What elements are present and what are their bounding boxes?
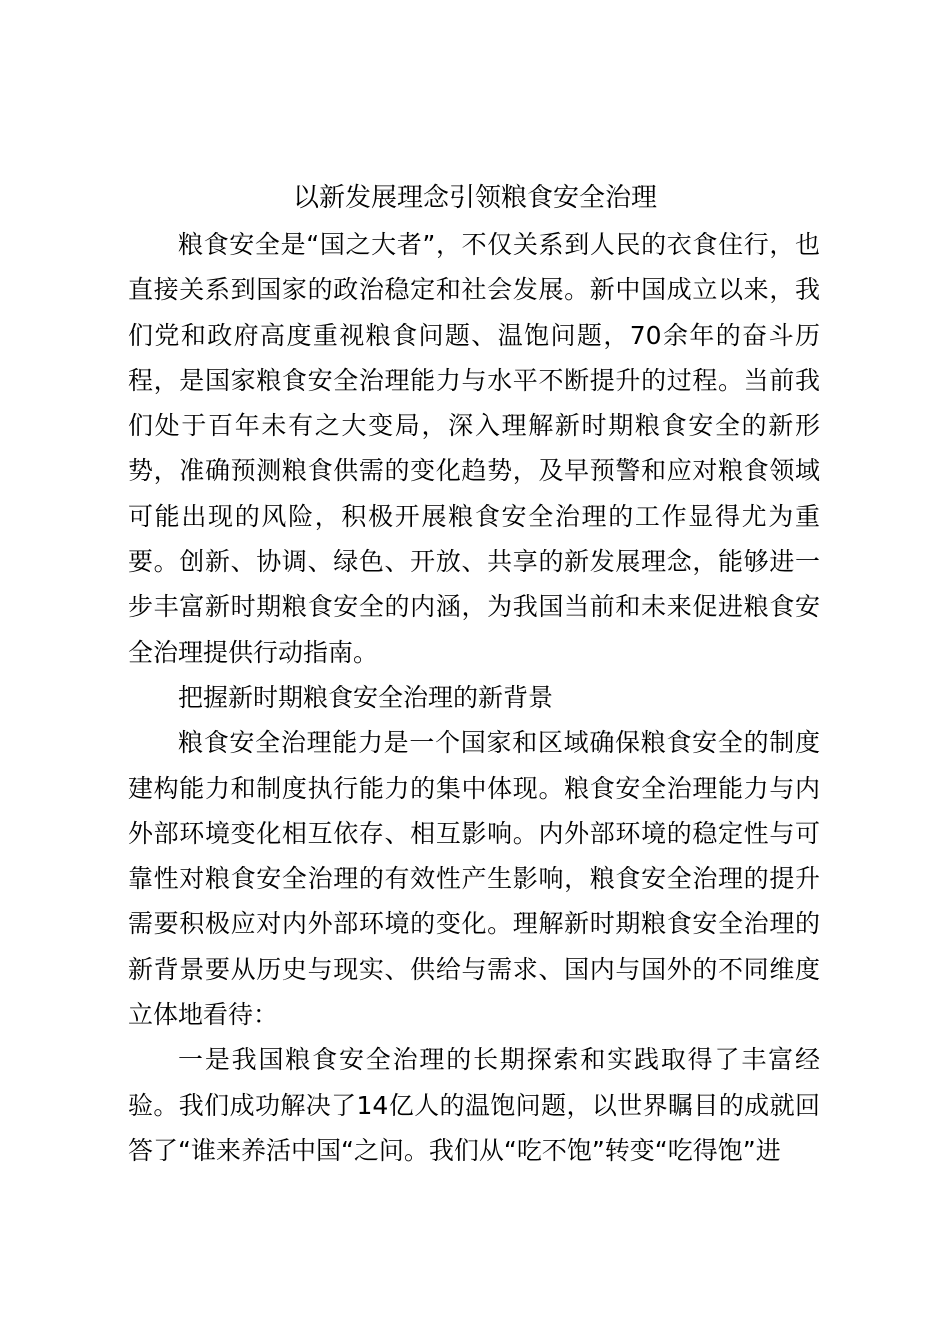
document-body <box>128 222 820 1173</box>
paragraph-intro: 粮食安全是“国之大者”，不仅关系到人民的衣食住行，也直接关系到国家的政治稳定和社会发展。新中国成立以来，我们党和政府高度重视粮食问题、温饱问题，70余年的奋斗历程，是国家粮食安全治理能力与水平不断提升的过程。当前我们处于百年未有之大变局，深入理解新时期粮食安全的新形势，准确预测粮食供需的变化趋势，及早预警和应对粮食领域可能出现的风险，积极开展粮食安全治理的工作显得尤为重要。创新、协调、绿色、开放、共享的新发展理念，能够进一步丰富新时期粮食安全的内涵，为我国当前和未来促进粮食安全治理提供行动指南。 <box>128 230 820 667</box>
paragraph-point-one: 一是我国粮食安全治理的长期探索和实践取得了丰富经验。我们成功解决了14亿人的温饱问题，以世界瞩目的成就回答了“谁来养活中国“之问。我们从“吃不饱”转变“吃得饱”进 <box>128 1045 820 1165</box>
document-title: 以新发展理念引领粮食安全治理 <box>292 183 657 213</box>
section-heading: 把握新时期粮食安全治理的新背景 <box>178 682 554 712</box>
paragraph-background: 粮食安全治理能力是一个国家和区域确保粮食安全的制度建构能力和制度执行能力的集中体现。粮食安全治理能力与内外部环境变化相互依存、相互影响。内外部环境的稳定性与可靠性对粮食安全治理的有效性产生影响，粮食安全治理的提升需要积极应对内外部环境的变化。理解新时期粮食安全治理的新背景要从历史与现实、供给与需求、国内与国外的不同维度立体地看待： <box>128 728 820 1030</box>
